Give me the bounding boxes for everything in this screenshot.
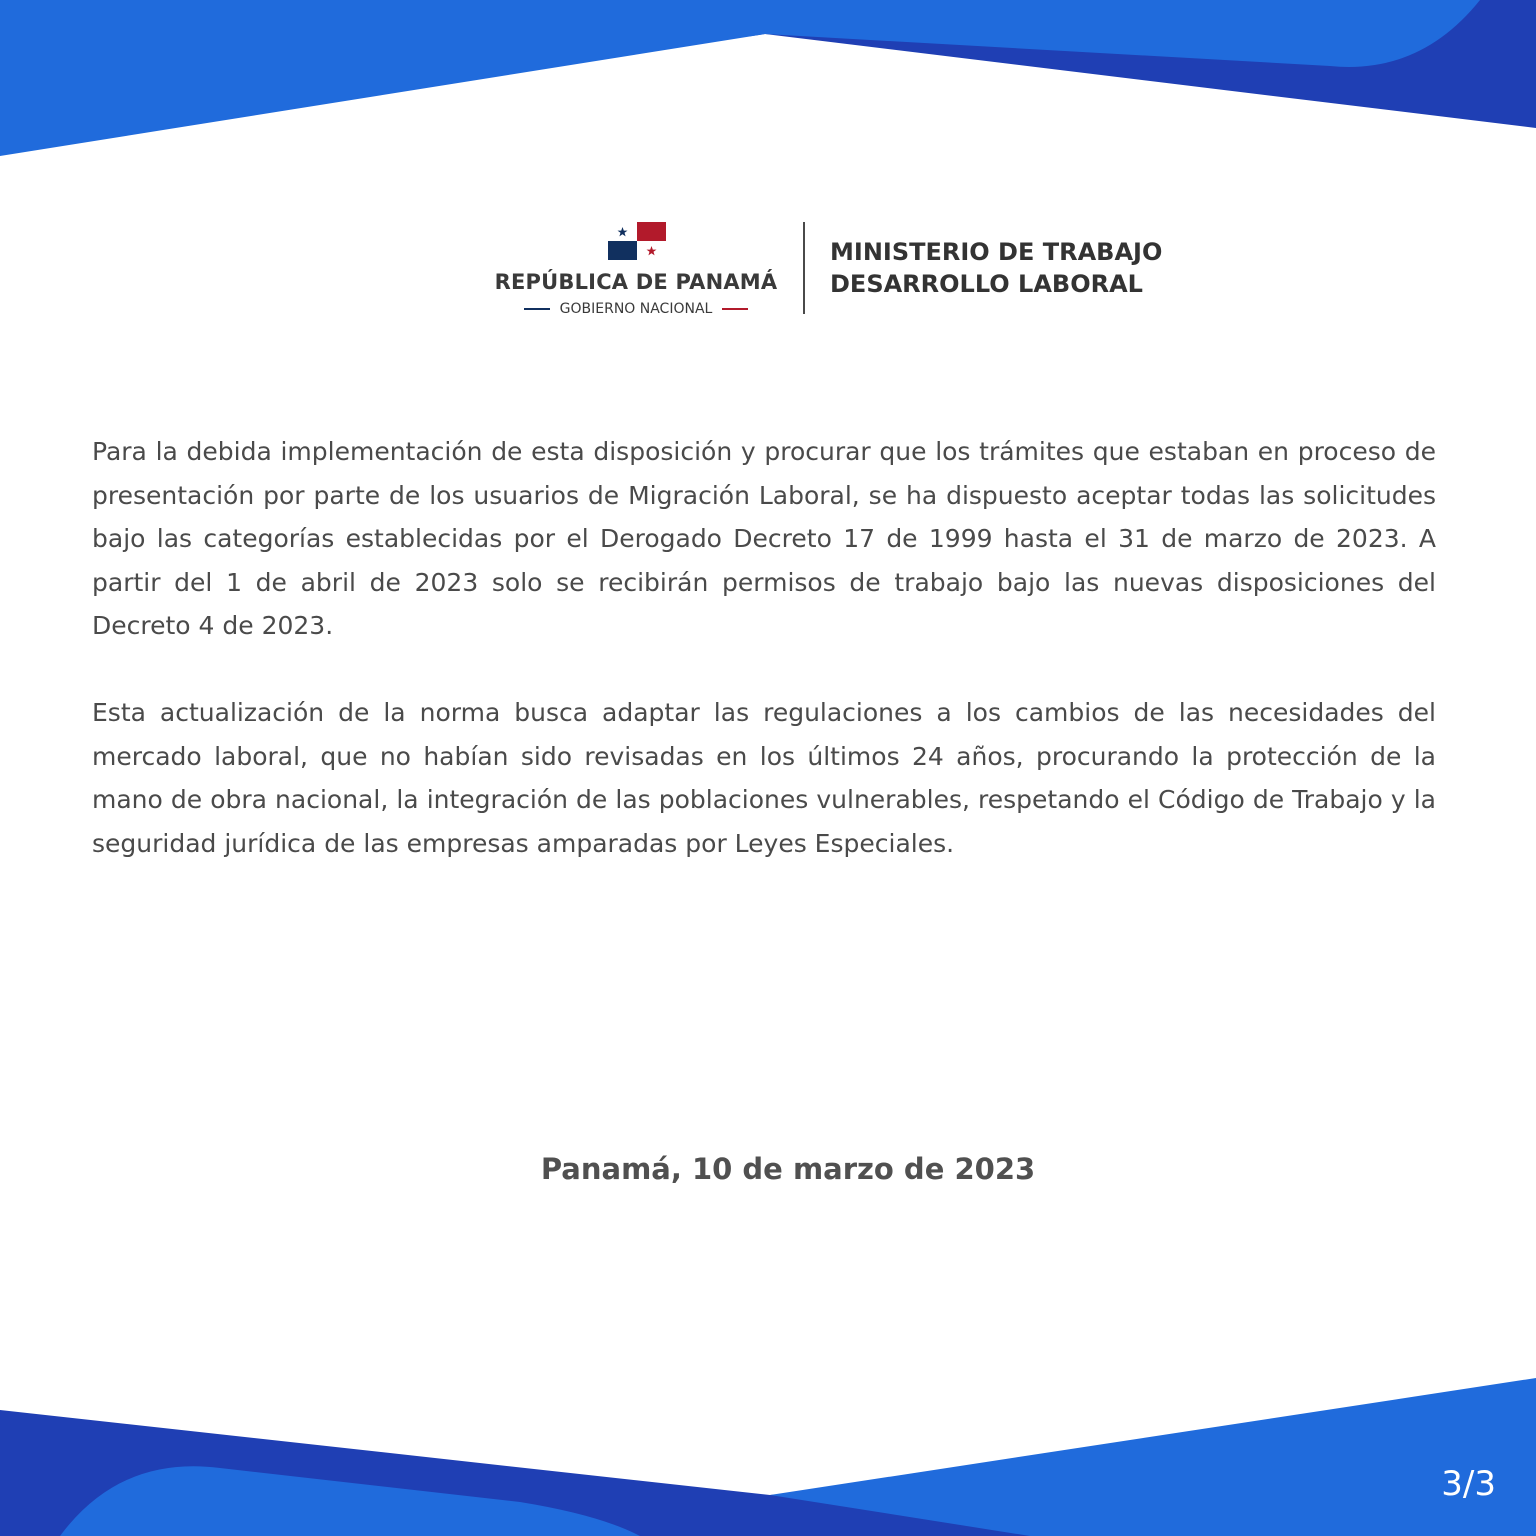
document-date: Panamá, 10 de marzo de 2023 [540,1152,1036,1186]
government-logo [490,218,782,318]
government-subtitle [490,300,782,318]
paragraph-2: Esta actualización de la norma busca adaptar las regulaciones a los cambios de las necesidades del mercado laboral, que no habían sido revisadas en los últimos 24 años, procurando la protección de la mano de obra nacional, la integración de las poblaciones vulnerables, respetando el Código de Trabajo y la seguridad jurídica de las empresas amparadas por Leyes Especiales. [92,697,1436,858]
subtitle-line-right [722,308,748,310]
ministry-name [830,236,1162,300]
bottom-band-light [770,1378,1536,1536]
ministry-line-1: MINISTERIO DE TRABAJO [830,238,1163,266]
government-subtitle-text: GOBIERNO NACIONAL [559,301,713,317]
panama-flag-icon [608,222,666,260]
subtitle-line-left [524,308,550,310]
ministry-line-2: DESARROLLO LABORAL [830,270,1143,298]
body-text [92,430,1436,908]
paragraph-1: Para la debida implementación de esta disposición y procurar que los trámites que estaban en proceso de presentación por parte de los usuarios de Migración Laboral, se ha dispuesto aceptar todas las solicitudes bajo las categorías establecidas por el Derogado Decreto 17 de 1999 hasta el 31 de marzo de 2023. A partir del 1 de abril de 2023 solo se recibirán permisos de trabajo bajo las nuevas disposiciones del Decreto 4 de 2023. [92,437,1436,641]
header [0,218,1536,328]
header-divider [803,222,805,314]
page-number: 3/3 [1441,1464,1496,1504]
government-name: REPÚBLICA DE PANAMÁ [494,270,778,294]
